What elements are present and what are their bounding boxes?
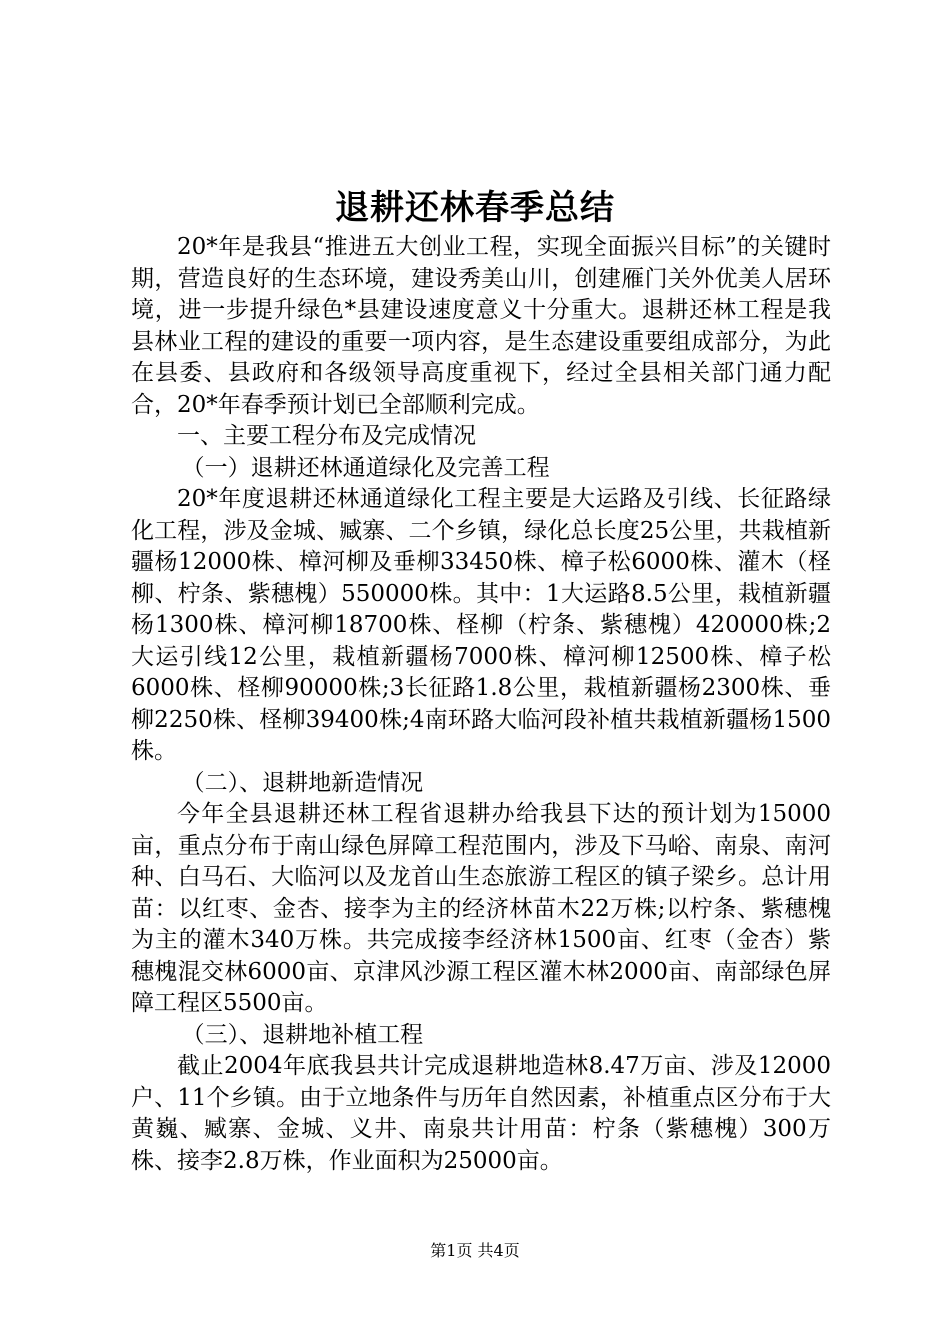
document-body [131, 232, 831, 1177]
body-paragraph-2: 今年全县退耕还林工程省退耕办给我县下达的预计划为15000亩，重点分布于南山绿色屏障工程范围内，涉及下马峪、南泉、南河种、白马石、大临河以及龙首山生态旅游工程区的镇子梁乡。总计用苗：以红枣、金杏、接李为主的经济林苗木22万株;以柠条、紫穗槐为主的灌木340万株。共完成接李经济林1500亩、红枣（金杏）紫穗槐混交林6000亩、京津风沙源工程区灌木林2000亩、南部绿色屏障工程区5500亩。 [131, 801, 831, 1016]
body-paragraph-1: 20*年度退耕还林通道绿化工程主要是大运路及引线、长征路绿化工程，涉及金城、臧寨、二个乡镇，绿化总长度25公里，共栽植新疆杨12000株、樟河柳及垂柳33450株、樟子松6000株、灌木（柽柳、柠条、紫穗槐）550000株。其中：1大运路8.5公里，栽植新疆杨1300株、樟河柳18700株、柽柳（柠条、紫穗槐）420000株;2大运引线12公里，栽植新疆杨7000株、樟河柳12500株、樟子松6000株、柽柳90000株;3长征路1.8公里，栽植新疆杨2300株、垂柳2250株、柽柳39400株;4南环路大临河段补植共栽植新疆杨1500株。 [131, 486, 831, 764]
intro-paragraph: 20*年是我县“推进五大创业工程，实现全面振兴目标”的关键时期，营造良好的生态环境，建设秀美山川，创建雁门关外优美人居环境，进一步提升绿色*县建设速度意义十分重大。退耕还林工程是我县林业工程的建设的重要一项内容，是生态建设重要组成部分，为此在县委、县政府和各级领导高度重视下，经过全县相关部门通力配合，20*年春季预计划已全部顺利完成。 [131, 234, 831, 418]
document-title: 退耕还林春季总结 [335, 188, 615, 228]
subsection-heading-1: （一）退耕还林通道绿化及完善工程 [181, 454, 550, 481]
section-heading-1: 一、主要工程分布及完成情况 [177, 423, 476, 449]
subsection-heading-3: （三）、退耕地补植工程 [181, 1021, 424, 1048]
page-number-footer: 第1页 共4页 [430, 1241, 520, 1260]
subsection-heading-2: （二）、退耕地新造情况 [181, 769, 424, 796]
body-paragraph-3: 截止2004年底我县共计完成退耕地造林8.47万亩、涉及12000户、11个乡镇。由于立地条件与历年自然因素，补植重点区分布于大黄巍、臧寨、金城、义井、南泉共计用苗：柠条（紫穗槐）300万株、接李2.8万株，作业面积为25000亩。 [131, 1053, 831, 1174]
